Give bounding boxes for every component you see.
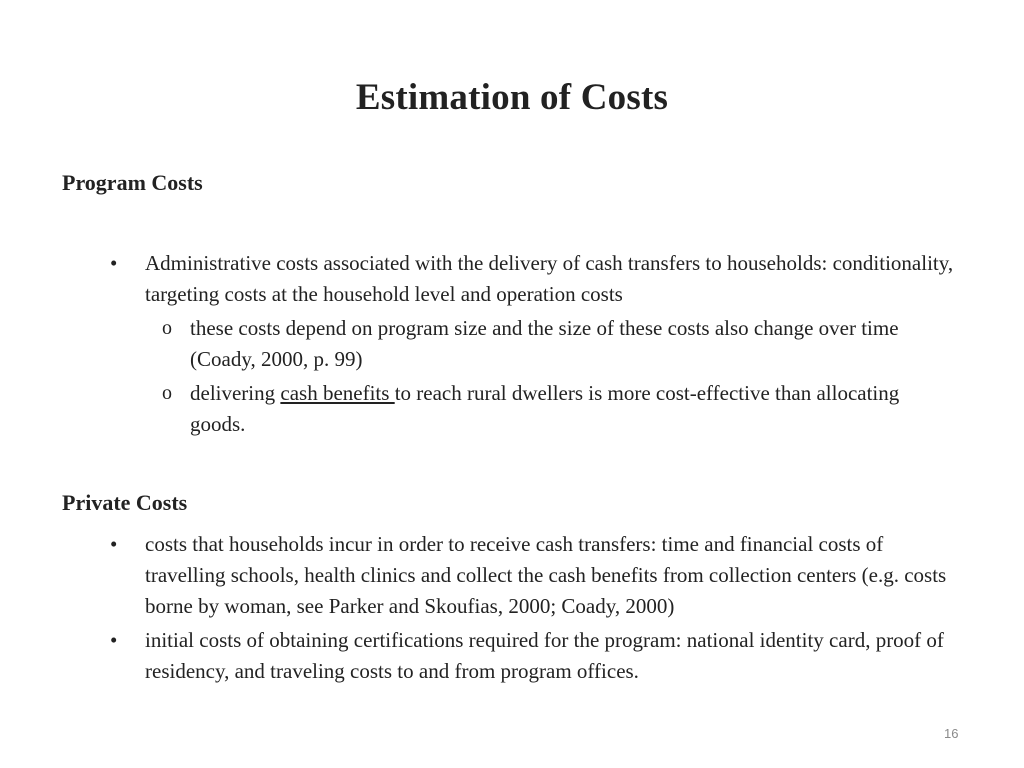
- slide-title: Estimation of Costs: [355, 77, 669, 118]
- section-heading-program-costs: Program Costs: [62, 170, 203, 195]
- list-item: [0, 529, 1024, 622]
- sub-bullet-icon: o: [162, 382, 172, 404]
- page-number: 16: [944, 726, 959, 741]
- bullet-icon: •: [110, 628, 118, 652]
- list-item: [0, 248, 1024, 440]
- bullet-text: costs that households incur in order to receive cash transfers: time and financial costs of travelling schools, health clinics and collect the cash benefits from collection centers (e.g. costs borne by woman, see Parker and Skoufias, 2000; Coady, 2000): [145, 532, 947, 618]
- bullet-icon: •: [110, 251, 118, 275]
- sub-bullet-text: these costs depend on program size and the size of these costs also change over time (Coady, 2000, p. 99): [190, 316, 899, 371]
- sub-list-item: [0, 378, 1024, 440]
- bullet-icon: •: [110, 532, 118, 556]
- sub-bullet-text-after: to reach rural dwellers is more cost-effective than allocating goods.: [190, 381, 900, 436]
- sub-bullet-icon: o: [162, 317, 172, 339]
- sub-list-item: [0, 313, 1024, 375]
- sub-list: [0, 313, 1024, 440]
- program-costs-list: [0, 248, 1024, 443]
- sub-bullet-text: [190, 378, 950, 440]
- bullet-text: initial costs of obtaining certifications required for the program: national identity card, proof of residency, and traveling costs to and from program offices.: [145, 628, 944, 683]
- private-costs-list: [0, 529, 1024, 687]
- bullet-text: Administrative costs associated with the delivery of cash transfers to households: conditionality, targeting costs at the household level and operation costs: [145, 251, 954, 306]
- cash-benefits-link[interactable]: cash benefits: [280, 381, 395, 405]
- sub-bullet-text-before: delivering: [190, 381, 281, 405]
- section-heading-private-costs: Private Costs: [62, 490, 188, 515]
- list-item: [0, 625, 1024, 687]
